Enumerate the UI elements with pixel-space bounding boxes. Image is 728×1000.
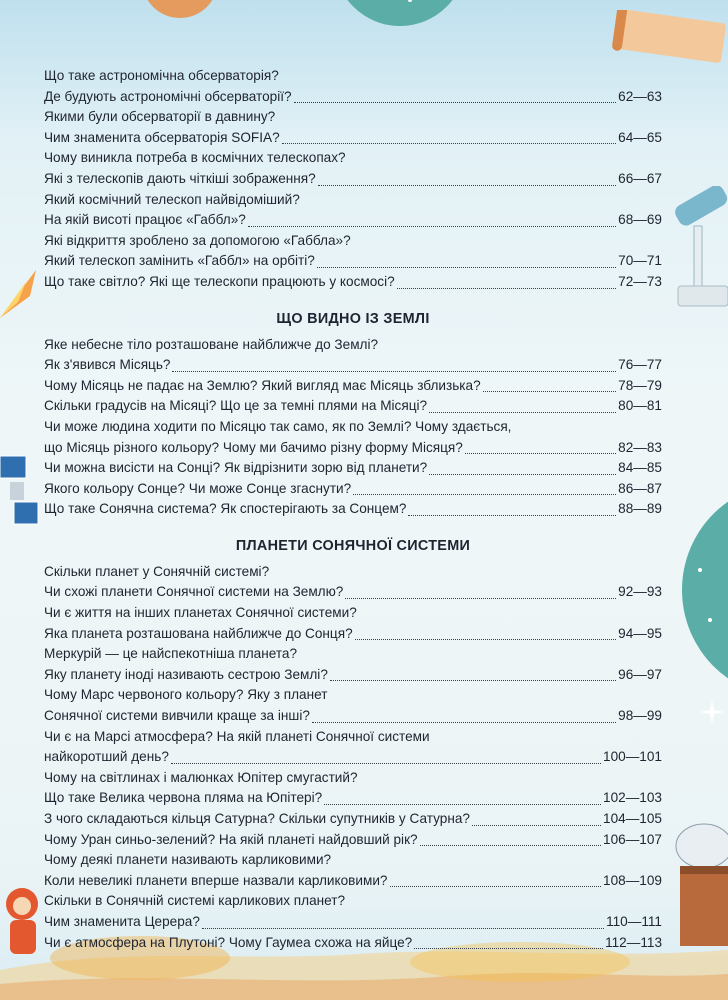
toc-question: Скільки градусів на Місяці? Що це за темні плями на Місяці?: [44, 398, 428, 414]
telescope-icon: [668, 186, 728, 316]
toc-entry: [44, 665, 662, 686]
toc-entry: [44, 169, 662, 190]
sparkle-icon: [700, 700, 724, 724]
toc-question: На якій висоті працює «Габбл»?: [44, 212, 246, 228]
dot-leader: [355, 638, 617, 640]
toc-question: Які з телескопів дають чіткіші зображення?: [44, 170, 316, 186]
toc-entry: [44, 809, 662, 830]
toc-entry: [44, 107, 662, 128]
toc-question: Чи можна висісти на Сонці? Як відрізнити зорю від планети?: [44, 460, 428, 476]
page-range: 64—65: [618, 129, 662, 145]
toc-entry: [44, 210, 662, 231]
toc-question: Яку планету іноді називають сестрою Землі?: [44, 666, 328, 682]
toc-entry: [44, 624, 662, 645]
toc-question: найкоротший день?: [44, 749, 169, 765]
dot-leader: [472, 824, 601, 826]
star-globe-icon: [680, 480, 728, 700]
toc-question: Меркурій — це найспекотніша планета?: [44, 646, 298, 662]
dot-leader: [414, 947, 603, 949]
toc-entry: [44, 582, 662, 603]
page-range: 62—63: [618, 88, 662, 104]
dot-leader: [345, 597, 616, 599]
dot-leader: [248, 225, 616, 227]
dot-leader: [317, 266, 616, 268]
page-range: 98—99: [618, 708, 662, 724]
dot-leader: [429, 473, 616, 475]
toc-entry: [44, 251, 662, 272]
toc-entry: [44, 499, 662, 520]
dot-leader: [171, 762, 601, 764]
page-range: 70—71: [618, 253, 662, 269]
page-range: 68—69: [618, 212, 662, 228]
table-of-contents: [44, 66, 662, 953]
toc-entry: [44, 417, 662, 438]
toc-entry: [44, 438, 662, 459]
toc-question: Яка планета розташована найближче до Сонця?: [44, 625, 353, 641]
page-range: 80—81: [618, 398, 662, 414]
toc-question: Які відкриття зроблено за допомогою «Габбла»?: [44, 232, 351, 248]
toc-question: Якими були обсерваторії в давнину?: [44, 109, 276, 125]
toc-question: Що таке Велика червона пляма на Юпітері?: [44, 790, 323, 806]
toc-question: що Місяць різного кольору? Чому ми бачимо різну форму Місяця?: [44, 439, 463, 455]
page-range: 72—73: [618, 273, 662, 289]
toc-question: Чим знаменита обсерваторія SOFIA?: [44, 129, 280, 145]
dot-leader: [294, 101, 617, 103]
toc-question: Чи може людина ходити по Місяцю так само, як по Землі? Чому здається,: [44, 418, 512, 434]
dot-leader: [397, 287, 617, 289]
dot-leader: [330, 679, 616, 681]
planet-icon: [140, 0, 220, 30]
toc-entry: [44, 562, 662, 583]
toc-question: Як з'явився Місяць?: [44, 357, 171, 373]
dot-leader: [282, 142, 617, 144]
toc-entry: [44, 87, 662, 108]
toc-question: Де будують астрономічні обсерваторії?: [44, 88, 292, 104]
toc-entry: [44, 850, 662, 871]
toc-entry: [44, 148, 662, 169]
toc-entry: [44, 768, 662, 789]
toc-question: Який космічний телескоп найвідоміший?: [44, 191, 300, 207]
observatory-icon: [664, 822, 728, 952]
dot-leader: [353, 493, 616, 495]
toc-entry: [44, 933, 662, 954]
page-range: 112—113: [605, 934, 662, 950]
dot-leader: [408, 514, 616, 516]
page-range: 94—95: [618, 625, 662, 641]
toc-entry: [44, 891, 662, 912]
dot-leader: [429, 411, 616, 413]
toc-entry: [44, 190, 662, 211]
toc-entry: [44, 479, 662, 500]
toc-question: Чим знаменита Церера?: [44, 913, 200, 929]
star-globe-icon: [330, 0, 470, 30]
toc-question: Чому виникла потреба в космічних телескопах?: [44, 150, 346, 166]
toc-entry: [44, 128, 662, 149]
toc-question: Скільки планет у Сонячній системі?: [44, 563, 270, 579]
toc-question: Що таке світло? Які ще телескопи працюють у космосі?: [44, 273, 395, 289]
page-range: 82—83: [618, 439, 662, 455]
toc-entry: [44, 788, 662, 809]
astronaut-icon: [0, 884, 48, 974]
toc-entry: [44, 871, 662, 892]
satellite-icon: [0, 452, 44, 532]
toc-entry: [44, 396, 662, 417]
dot-leader: [202, 927, 604, 929]
toc-question: Чому деякі планети називають карликовими?: [44, 852, 332, 868]
toc-entry: [44, 830, 662, 851]
toc-entry: [44, 376, 662, 397]
section-title: ПЛАНЕТИ СОНЯЧНОЇ СИСТЕМИ: [235, 537, 471, 554]
toc-question: Чи схожі планети Сонячної системи на Землю?: [44, 584, 344, 600]
toc-question: Чи є на Марсі атмосфера? На якій планеті Сонячної системи: [44, 728, 430, 744]
page-range: 86—87: [618, 480, 662, 496]
toc-entry: [44, 66, 662, 87]
dot-leader: [312, 721, 616, 723]
page-range: 84—85: [618, 460, 662, 476]
toc-question: Коли невеликі планети вперше назвали карликовими?: [44, 872, 388, 888]
scroll-icon: [610, 10, 728, 70]
toc-question: Чому Марс червоного кольору? Яку з планет: [44, 687, 328, 703]
dot-leader: [483, 390, 616, 392]
toc-entry: [44, 231, 662, 252]
toc-entry: [44, 458, 662, 479]
toc-entry: [44, 355, 662, 376]
section-title: ЩО ВИДНО ІЗ ЗЕМЛІ: [276, 310, 430, 327]
page-range: 100—101: [603, 749, 662, 765]
page-range: 102—103: [603, 790, 662, 806]
toc-question: Що таке астрономічна обсерваторія?: [44, 68, 279, 83]
page-range: 96—97: [618, 666, 662, 682]
dot-leader: [390, 885, 602, 887]
toc-entry: [44, 603, 662, 624]
page-range: 108—109: [603, 872, 662, 888]
toc-entry: [44, 747, 662, 768]
page-range: 106—107: [603, 831, 662, 847]
page-range: 88—89: [618, 501, 662, 517]
toc-entry: [44, 335, 662, 356]
page-range: 66—67: [618, 170, 662, 186]
dot-leader: [324, 803, 601, 805]
toc-question: Сонячної системи вивчили краще за інші?: [44, 708, 310, 724]
toc-question: Яке небесне тіло розташоване найближче до Землі?: [44, 336, 379, 352]
toc-question: З чого складаються кільця Сатурна? Скільки супутників у Сатурна?: [44, 811, 470, 826]
dot-leader: [465, 452, 616, 454]
toc-question: Скільки в Сонячній системі карликових планет?: [44, 893, 346, 909]
toc-question: Чому Місяць не падає на Землю? Який вигляд має Місяць зблизька?: [44, 377, 481, 393]
toc-question: Чи є життя на інших планетах Сонячної системи?: [44, 605, 357, 621]
page-range: 78—79: [618, 377, 662, 393]
toc-entry: [44, 727, 662, 748]
toc-question: Чи є атмосфера на Плутоні? Чому Гаумеа схожа на яйце?: [44, 934, 413, 950]
rocket-icon: [0, 262, 44, 322]
dot-leader: [172, 370, 616, 372]
toc-entry: [44, 685, 662, 706]
toc-question: Який телескоп замінить «Габбл» на орбіті?: [44, 253, 315, 269]
dot-leader: [420, 844, 601, 846]
toc-question: Чому на світлинах і малюнках Юпітер смугастий?: [44, 769, 358, 785]
toc-entry: [44, 706, 662, 727]
toc-question: Чому Уран синьо-зелений? На якій планеті найдовший рік?: [44, 831, 418, 847]
toc-entry: [44, 272, 662, 293]
toc-entry: [44, 912, 662, 933]
toc-question: Що таке Сонячна система? Як спостерігають за Сонцем?: [44, 501, 407, 517]
page-range: 92—93: [618, 584, 662, 600]
dot-leader: [318, 184, 616, 186]
toc-entry: [44, 644, 662, 665]
page-range: 104—105: [603, 811, 662, 826]
page-range: 76—77: [618, 357, 662, 373]
page-range: 110—111: [606, 913, 662, 929]
toc-question: Якого кольору Сонце? Чи може Сонце згаснути?: [44, 480, 352, 496]
